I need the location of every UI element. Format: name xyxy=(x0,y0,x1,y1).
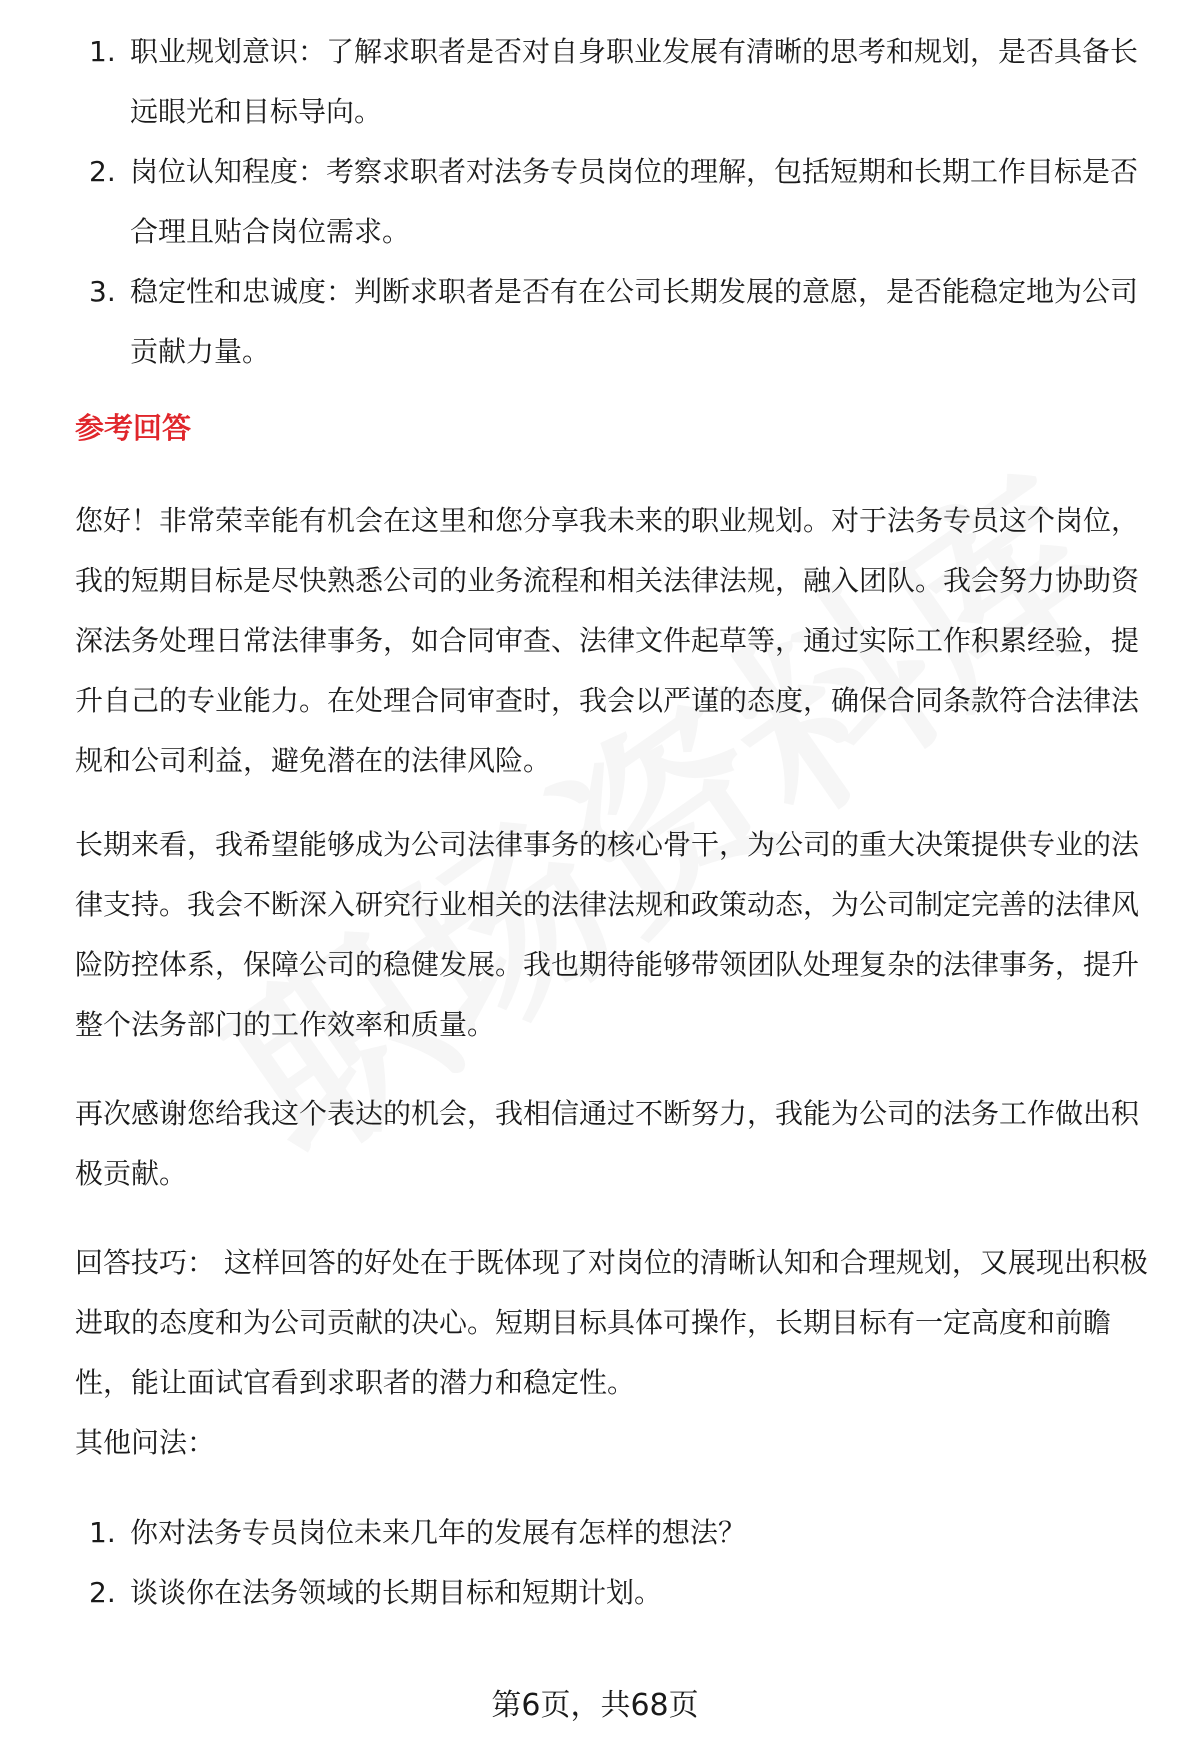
answer-paragraph-2: 长期来看，我希望能够成为公司法律事务的核心骨干，为公司的重大决策提供专业的法律支持。我会不断深入研究行业相关的法律法规和政策动态，为公司制定完善的法律风险防控体系，保障公司的稳健发展。我也期待能够带领团队处理复杂的法律事务，提升整个法务部门的工作效率和质量。 xyxy=(75,828,1140,1041)
list-item xyxy=(75,1563,1160,1623)
section-heading: 参考回答 xyxy=(75,411,192,445)
other-questions-list xyxy=(75,1503,1160,1623)
answer-tips: 回答技巧： 这样回答的好处在于既体现了对岗位的清晰认知和合理规划，又展现出积极进取的态度和为公司贡献的决心。短期目标具体可操作，长期目标有一定高度和前瞻性，能让面试官看到求职者的潜力和稳定性。 xyxy=(75,1246,1148,1399)
list-item xyxy=(75,262,1160,382)
list-text: 你对法务专员岗位未来几年的发展有怎样的想法？ xyxy=(130,1516,747,1549)
list-number: 2. xyxy=(89,155,116,188)
other-questions-label: 其他问法： xyxy=(75,1426,216,1459)
list-number: 1. xyxy=(89,35,116,68)
interview-intent-list xyxy=(75,22,1160,382)
list-text: 谈谈你在法务领域的长期目标和短期计划。 xyxy=(130,1576,663,1609)
answer-paragraph-3: 再次感谢您给我这个表达的机会，我相信通过不断努力，我能为公司的法务工作做出积极贡献。 xyxy=(75,1097,1140,1190)
list-number: 1. xyxy=(89,1516,116,1549)
list-item xyxy=(75,22,1160,142)
answer-paragraph-1: 您好！非常荣幸能有机会在这里和您分享我未来的职业规划。对于法务专员这个岗位，我的短期目标是尽快熟悉公司的业务流程和相关法律法规，融入团队。我会努力协助资深法务处理日常法律事务，如合同审查、法律文件起草等，通过实际工作积累经验，提升自己的专业能力。在处理合同审查时，我会以严谨的态度，确保合同条款符合法律法规和公司利益，避免潜在的法律风险。 xyxy=(75,504,1140,777)
list-number: 3. xyxy=(89,275,116,308)
list-item xyxy=(75,1503,1160,1563)
list-item xyxy=(75,142,1160,262)
page-number: 第6页，共68页 xyxy=(491,1688,699,1723)
list-text: 稳定性和忠诚度：判断求职者是否有在公司长期发展的意愿，是否能稳定地为公司贡献力量。 xyxy=(130,275,1139,368)
list-text: 岗位认知程度：考察求职者对法务专员岗位的理解，包括短期和长期工作目标是否合理且贴合岗位需求。 xyxy=(130,155,1139,248)
list-number: 2. xyxy=(89,1576,116,1609)
list-text: 职业规划意识：了解求职者是否对自身职业发展有清晰的思考和规划，是否具备长远眼光和目标导向。 xyxy=(130,35,1139,128)
